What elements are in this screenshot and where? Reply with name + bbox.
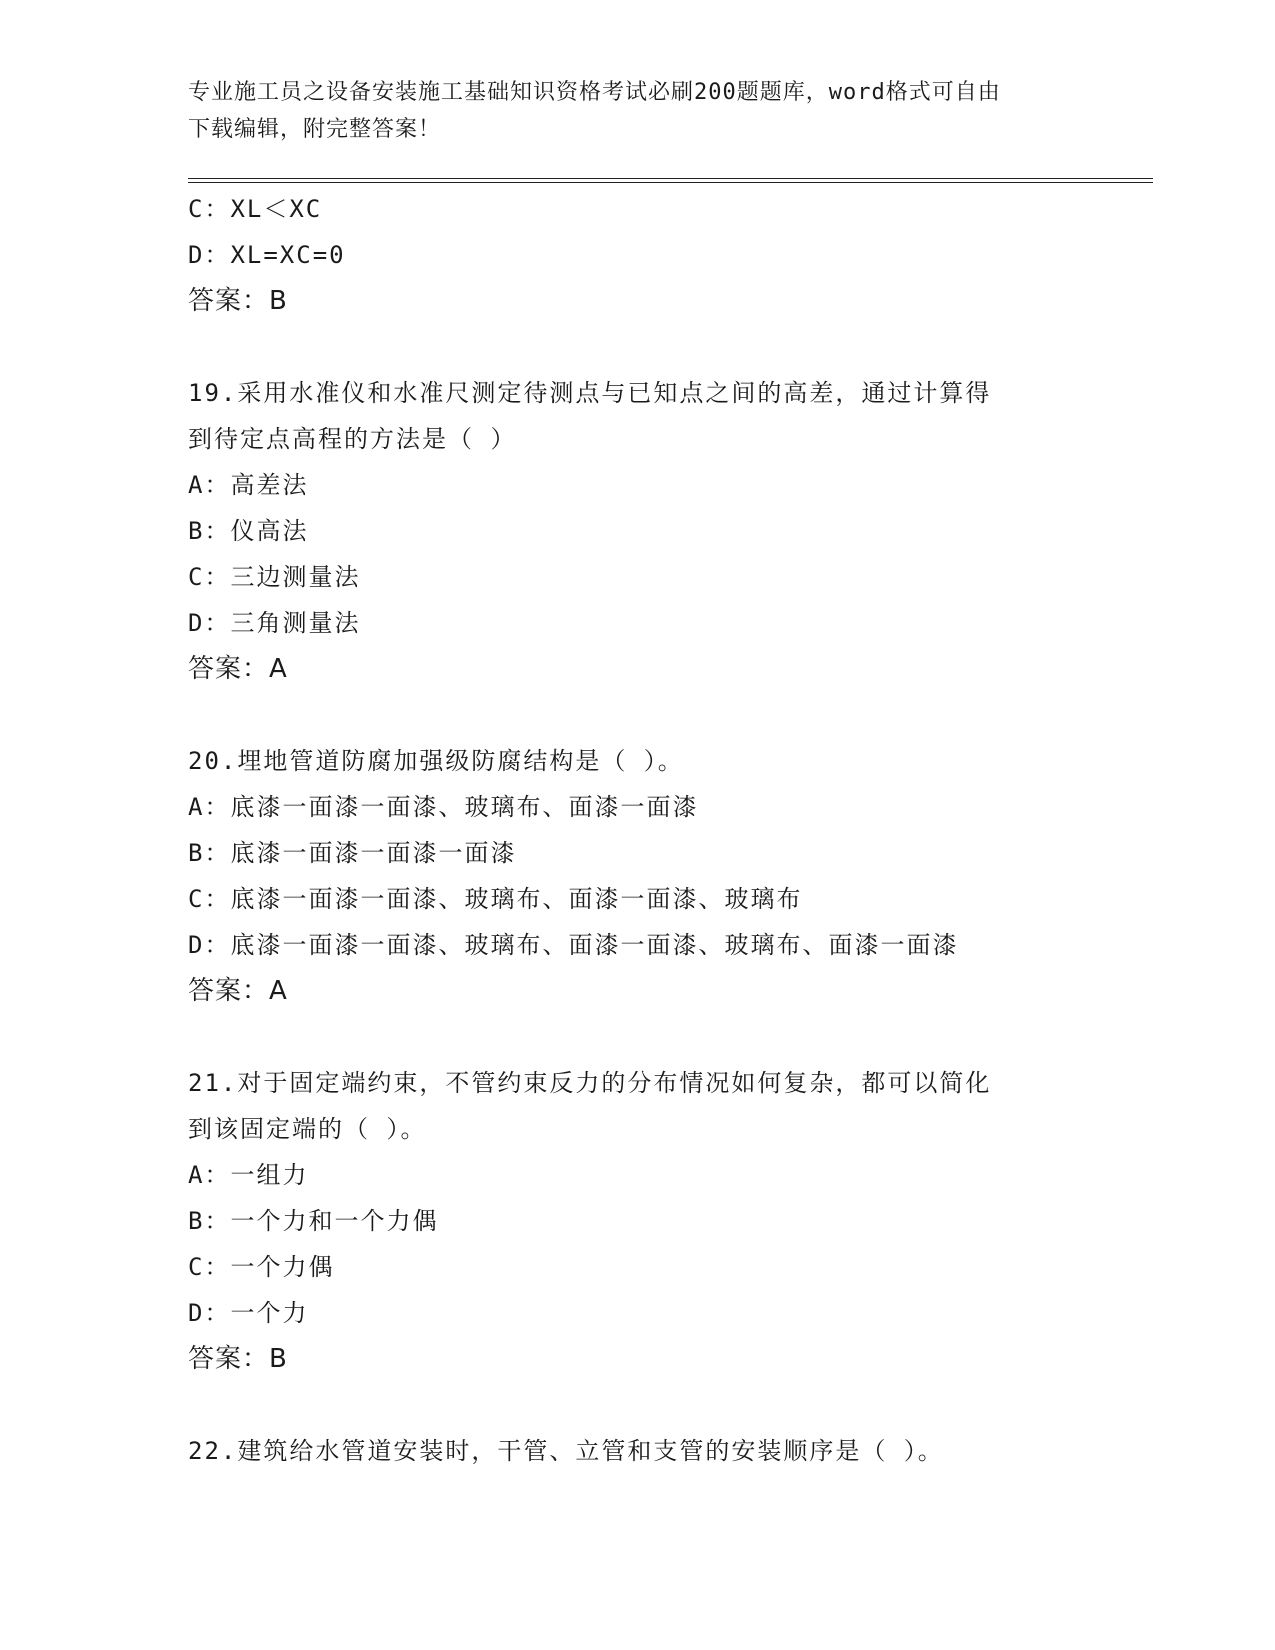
spacer [188, 692, 1148, 738]
question-19 [188, 370, 1148, 692]
answer-line: 答案：A [188, 654, 288, 684]
option-b: B：仪高法 [188, 517, 309, 545]
option-a: A：底漆一面漆一面漆、玻璃布、面漆一面漆 [188, 793, 699, 821]
document-header [188, 74, 1088, 148]
question-stem: 20.埋地管道防腐加强级防腐结构是（ ）。 [188, 747, 684, 775]
spacer [188, 1382, 1148, 1428]
answer-line: 答案：A [188, 976, 288, 1006]
option-c: C：三边测量法 [188, 563, 361, 591]
question-stem: 21.对于固定端约束，不管约束反力的分布情况如何复杂，都可以简化 [188, 1069, 992, 1097]
header-title-line-2: 下载编辑，附完整答案！ [188, 117, 442, 142]
question-21 [188, 1060, 1148, 1382]
option-b: B：底漆一面漆一面漆一面漆 [188, 839, 517, 867]
option-b: B：一个力和一个力偶 [188, 1207, 439, 1235]
spacer [188, 324, 1148, 370]
question-stem-continued: 到待定点高程的方法是（ ） [188, 425, 517, 453]
header-divider-bottom [188, 182, 1153, 183]
header-title-line-1: 专业施工员之设备安装施工基础知识资格考试必刷200题题库，word格式可自由 [188, 80, 1001, 105]
question-stem: 19.采用水准仪和水准尺测定待测点与已知点之间的高差，通过计算得 [188, 379, 992, 407]
option-c: C：XL＜XC [188, 195, 323, 223]
question-stem-continued: 到该固定端的（ ）。 [188, 1115, 427, 1143]
option-c: C：一个力偶 [188, 1253, 335, 1281]
question-20 [188, 738, 1148, 1014]
option-d: D：三角测量法 [188, 609, 361, 637]
option-c: C：底漆一面漆一面漆、玻璃布、面漆一面漆、玻璃布 [188, 885, 803, 913]
answer-line: 答案：B [188, 286, 288, 316]
answer-line: 答案：B [188, 1344, 288, 1374]
option-d: D：底漆一面漆一面漆、玻璃布、面漆一面漆、玻璃布、面漆一面漆 [188, 931, 959, 959]
question-18-tail [188, 186, 1148, 324]
option-d: D：XL=XC=0 [188, 241, 346, 269]
header-divider-top [188, 178, 1153, 179]
option-a: A：一组力 [188, 1161, 309, 1189]
question-stem: 22.建筑给水管道安装时，干管、立管和支管的安装顺序是（ ）。 [188, 1437, 944, 1465]
spacer [188, 1014, 1148, 1060]
question-22 [188, 1428, 1148, 1474]
question-list [188, 186, 1148, 1474]
option-d: D：一个力 [188, 1299, 309, 1327]
option-a: A：高差法 [188, 471, 309, 499]
